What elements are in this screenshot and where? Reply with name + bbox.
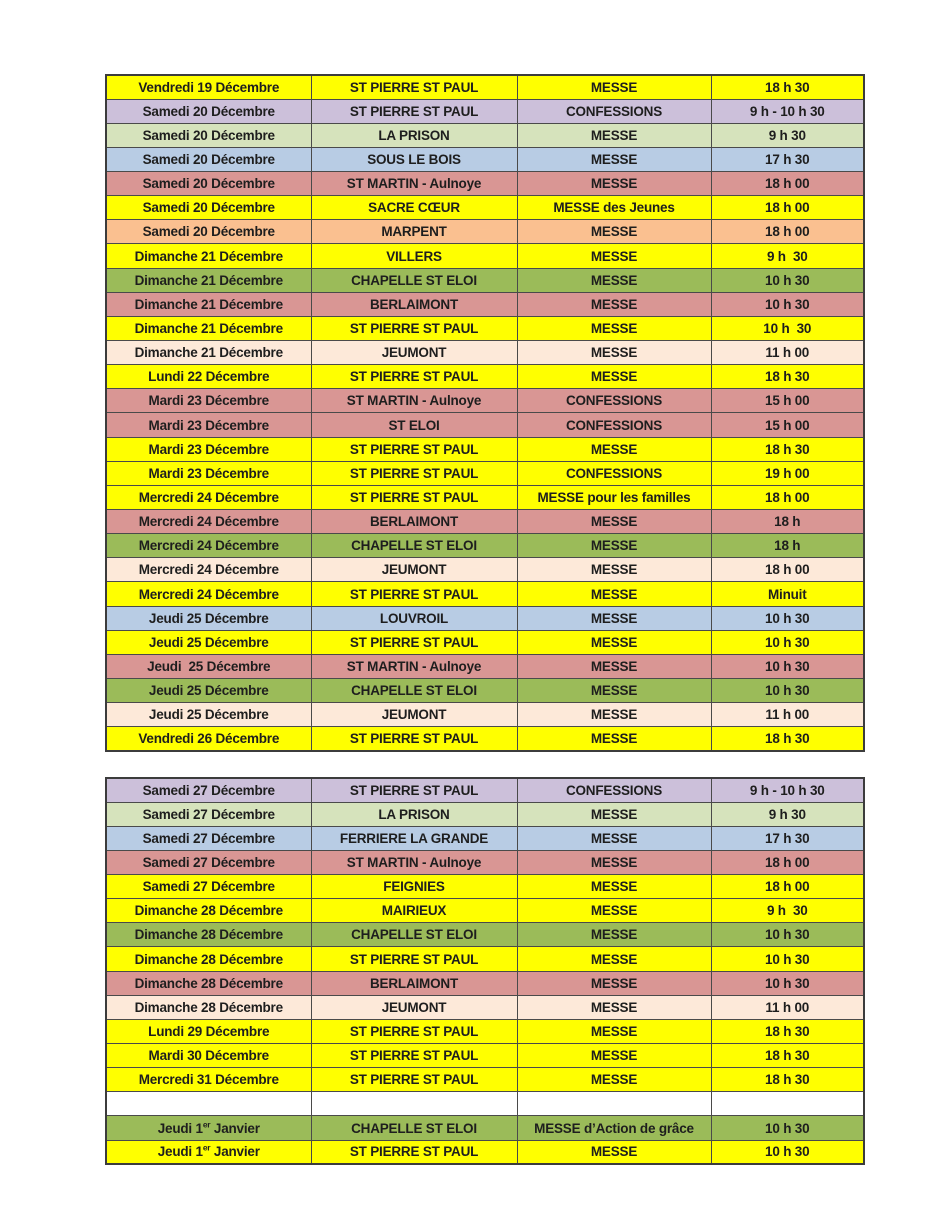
place-cell: BERLAIMONT <box>311 971 517 995</box>
time-cell: 18 h 30 <box>711 75 864 99</box>
table-row <box>106 75 864 99</box>
date-cell: Mercredi 31 Décembre <box>106 1068 311 1092</box>
date-cell: Dimanche 28 Décembre <box>106 899 311 923</box>
table-row <box>106 875 864 899</box>
table-row <box>106 679 864 703</box>
time-cell: 10 h 30 <box>711 268 864 292</box>
date-cell: Mercredi 24 Décembre <box>106 582 311 606</box>
time-cell: 18 h 30 <box>711 1044 864 1068</box>
event-cell: MESSE <box>517 875 711 899</box>
table-row <box>106 534 864 558</box>
event-cell: MESSE <box>517 292 711 316</box>
event-cell: MESSE <box>517 582 711 606</box>
event-cell: MESSE <box>517 1068 711 1092</box>
date-cell: Jeudi 25 Décembre <box>106 679 311 703</box>
time-cell: 10 h 30 <box>711 1116 864 1140</box>
place-cell <box>311 1092 517 1116</box>
schedule-table-1-body <box>106 75 864 751</box>
date-cell: Jeudi 25 Décembre <box>106 630 311 654</box>
date-cell: Samedi 20 Décembre <box>106 99 311 123</box>
date-cell: Vendredi 19 Décembre <box>106 75 311 99</box>
time-cell: 18 h 30 <box>711 365 864 389</box>
event-cell: MESSE <box>517 316 711 340</box>
event-cell: MESSE <box>517 268 711 292</box>
time-cell: 18 h 00 <box>711 875 864 899</box>
time-cell: 18 h <box>711 534 864 558</box>
date-cell: Samedi 20 Décembre <box>106 220 311 244</box>
event-cell: MESSE <box>517 123 711 147</box>
date-cell: Vendredi 26 Décembre <box>106 727 311 751</box>
place-cell: BERLAIMONT <box>311 510 517 534</box>
event-cell: MESSE <box>517 630 711 654</box>
date-cell: Mardi 23 Décembre <box>106 389 311 413</box>
place-cell: ST PIERRE ST PAUL <box>311 365 517 389</box>
event-cell: MESSE <box>517 703 711 727</box>
table-row <box>106 899 864 923</box>
table-row <box>106 778 864 802</box>
schedule-table-2-body <box>106 778 864 1164</box>
time-cell: Minuit <box>711 582 864 606</box>
table-row <box>106 947 864 971</box>
date-cell: Lundi 29 Décembre <box>106 1019 311 1043</box>
time-cell: 9 h 30 <box>711 802 864 826</box>
event-cell: MESSE <box>517 802 711 826</box>
table-row <box>106 510 864 534</box>
date-cell: Mardi 23 Décembre <box>106 461 311 485</box>
time-cell: 18 h 00 <box>711 485 864 509</box>
place-cell: LOUVROIL <box>311 606 517 630</box>
time-cell: 18 h 00 <box>711 558 864 582</box>
table-row <box>106 123 864 147</box>
event-cell: MESSE <box>517 1019 711 1043</box>
table-row <box>106 606 864 630</box>
place-cell: ST PIERRE ST PAUL <box>311 316 517 340</box>
schedule-table-2 <box>105 777 865 1165</box>
date-cell: Mercredi 24 Décembre <box>106 534 311 558</box>
date-cell: Jeudi 25 Décembre <box>106 703 311 727</box>
time-cell: 11 h 00 <box>711 341 864 365</box>
place-cell: ST MARTIN - Aulnoye <box>311 389 517 413</box>
date-cell: Lundi 22 Décembre <box>106 365 311 389</box>
event-cell: MESSE <box>517 365 711 389</box>
table-row <box>106 389 864 413</box>
place-cell: ST PIERRE ST PAUL <box>311 630 517 654</box>
event-cell: MESSE des Jeunes <box>517 196 711 220</box>
table-row <box>106 147 864 171</box>
event-cell: MESSE <box>517 147 711 171</box>
event-cell: MESSE <box>517 341 711 365</box>
time-cell: 10 h 30 <box>711 606 864 630</box>
schedule-table-1 <box>105 74 865 752</box>
table-row <box>106 1019 864 1043</box>
event-cell <box>517 1092 711 1116</box>
date-cell: Samedi 20 Décembre <box>106 147 311 171</box>
place-cell: LA PRISON <box>311 123 517 147</box>
date-cell: Dimanche 28 Décembre <box>106 923 311 947</box>
table-row <box>106 244 864 268</box>
event-cell: MESSE <box>517 679 711 703</box>
table-row <box>106 172 864 196</box>
place-cell: CHAPELLE ST ELOI <box>311 534 517 558</box>
event-cell: CONFESSIONS <box>517 778 711 802</box>
place-cell: SOUS LE BOIS <box>311 147 517 171</box>
event-cell: MESSE <box>517 1140 711 1164</box>
table-row <box>106 292 864 316</box>
event-cell: MESSE <box>517 75 711 99</box>
time-cell: 18 h 30 <box>711 437 864 461</box>
place-cell: SACRE CŒUR <box>311 196 517 220</box>
table-row <box>106 220 864 244</box>
event-cell: MESSE <box>517 971 711 995</box>
event-cell: MESSE <box>517 899 711 923</box>
table-row <box>106 1092 864 1116</box>
place-cell: ST PIERRE ST PAUL <box>311 75 517 99</box>
event-cell: MESSE <box>517 826 711 850</box>
table-row <box>106 1140 864 1164</box>
table-row <box>106 365 864 389</box>
event-cell: MESSE <box>517 606 711 630</box>
time-cell: 11 h 00 <box>711 703 864 727</box>
event-cell: CONFESSIONS <box>517 99 711 123</box>
event-cell: MESSE <box>517 437 711 461</box>
event-cell: MESSE <box>517 510 711 534</box>
table-row <box>106 1116 864 1140</box>
place-cell: JEUMONT <box>311 558 517 582</box>
place-cell: CHAPELLE ST ELOI <box>311 268 517 292</box>
date-cell: Mercredi 24 Décembre <box>106 510 311 534</box>
table-row <box>106 485 864 509</box>
date-cell: Samedi 20 Décembre <box>106 196 311 220</box>
date-cell: Dimanche 28 Décembre <box>106 995 311 1019</box>
place-cell: ST PIERRE ST PAUL <box>311 1044 517 1068</box>
event-cell: MESSE <box>517 923 711 947</box>
table-row <box>106 1068 864 1092</box>
place-cell: ST PIERRE ST PAUL <box>311 485 517 509</box>
place-cell: ST PIERRE ST PAUL <box>311 461 517 485</box>
table-row <box>106 582 864 606</box>
time-cell: 18 h 30 <box>711 727 864 751</box>
table-row <box>106 727 864 751</box>
place-cell: BERLAIMONT <box>311 292 517 316</box>
event-cell: MESSE <box>517 1044 711 1068</box>
time-cell: 19 h 00 <box>711 461 864 485</box>
table-row <box>106 826 864 850</box>
place-cell: ST PIERRE ST PAUL <box>311 778 517 802</box>
date-cell: Jeudi 25 Décembre <box>106 606 311 630</box>
place-cell: MAIRIEUX <box>311 899 517 923</box>
table-row <box>106 703 864 727</box>
place-cell: ST MARTIN - Aulnoye <box>311 172 517 196</box>
date-cell: Mercredi 24 Décembre <box>106 485 311 509</box>
time-cell: 15 h 00 <box>711 389 864 413</box>
time-cell: 17 h 30 <box>711 826 864 850</box>
date-cell: Jeudi 1er Janvier <box>106 1140 311 1164</box>
time-cell: 18 h 30 <box>711 1068 864 1092</box>
time-cell: 10 h 30 <box>711 1140 864 1164</box>
table-row <box>106 850 864 874</box>
date-cell: Samedi 20 Décembre <box>106 172 311 196</box>
date-cell: Samedi 27 Décembre <box>106 826 311 850</box>
place-cell: ST PIERRE ST PAUL <box>311 1140 517 1164</box>
date-cell: Dimanche 21 Décembre <box>106 268 311 292</box>
place-cell: ST PIERRE ST PAUL <box>311 727 517 751</box>
table-row <box>106 923 864 947</box>
time-cell: 18 h 30 <box>711 1019 864 1043</box>
time-cell: 17 h 30 <box>711 147 864 171</box>
place-cell: ST ELOI <box>311 413 517 437</box>
date-cell: Dimanche 28 Décembre <box>106 947 311 971</box>
time-cell: 10 h 30 <box>711 679 864 703</box>
event-cell: MESSE <box>517 534 711 558</box>
place-cell: MARPENT <box>311 220 517 244</box>
time-cell: 10 h 30 <box>711 947 864 971</box>
event-cell: MESSE <box>517 654 711 678</box>
date-cell: Mardi 30 Décembre <box>106 1044 311 1068</box>
event-cell: MESSE <box>517 244 711 268</box>
place-cell: CHAPELLE ST ELOI <box>311 679 517 703</box>
table-row <box>106 995 864 1019</box>
place-cell: FEIGNIES <box>311 875 517 899</box>
table-row <box>106 437 864 461</box>
time-cell: 10 h 30 <box>711 923 864 947</box>
place-cell: ST PIERRE ST PAUL <box>311 1068 517 1092</box>
date-cell: Samedi 27 Décembre <box>106 778 311 802</box>
table-row <box>106 413 864 437</box>
time-cell: 9 h - 10 h 30 <box>711 99 864 123</box>
date-cell: Dimanche 21 Décembre <box>106 292 311 316</box>
place-cell: JEUMONT <box>311 995 517 1019</box>
table-row <box>106 971 864 995</box>
time-cell: 18 h 00 <box>711 172 864 196</box>
time-cell: 18 h 00 <box>711 220 864 244</box>
event-cell: MESSE <box>517 850 711 874</box>
time-cell: 18 h <box>711 510 864 534</box>
place-cell: ST PIERRE ST PAUL <box>311 947 517 971</box>
event-cell: MESSE <box>517 995 711 1019</box>
place-cell: VILLERS <box>311 244 517 268</box>
table-row <box>106 802 864 826</box>
date-cell: Dimanche 21 Décembre <box>106 316 311 340</box>
table-row <box>106 1044 864 1068</box>
event-cell: CONFESSIONS <box>517 413 711 437</box>
time-cell: 15 h 00 <box>711 413 864 437</box>
time-cell: 10 h 30 <box>711 630 864 654</box>
time-cell: 9 h 30 <box>711 244 864 268</box>
date-cell: Dimanche 21 Décembre <box>106 244 311 268</box>
date-cell: Mardi 23 Décembre <box>106 413 311 437</box>
event-cell: MESSE <box>517 558 711 582</box>
event-cell: MESSE <box>517 947 711 971</box>
place-cell: ST MARTIN - Aulnoye <box>311 850 517 874</box>
date-cell: Samedi 27 Décembre <box>106 875 311 899</box>
time-cell: 9 h 30 <box>711 123 864 147</box>
place-cell: ST MARTIN - Aulnoye <box>311 654 517 678</box>
place-cell: ST PIERRE ST PAUL <box>311 582 517 606</box>
time-cell: 10 h 30 <box>711 971 864 995</box>
place-cell: CHAPELLE ST ELOI <box>311 923 517 947</box>
event-cell: MESSE pour les familles <box>517 485 711 509</box>
place-cell: ST PIERRE ST PAUL <box>311 1019 517 1043</box>
place-cell: ST PIERRE ST PAUL <box>311 99 517 123</box>
place-cell: CHAPELLE ST ELOI <box>311 1116 517 1140</box>
table-row <box>106 316 864 340</box>
place-cell: JEUMONT <box>311 703 517 727</box>
table-row <box>106 630 864 654</box>
date-cell <box>106 1092 311 1116</box>
table-row <box>106 341 864 365</box>
date-cell: Mardi 23 Décembre <box>106 437 311 461</box>
time-cell: 9 h - 10 h 30 <box>711 778 864 802</box>
event-cell: CONFESSIONS <box>517 389 711 413</box>
place-cell: FERRIERE LA GRANDE <box>311 826 517 850</box>
time-cell: 9 h 30 <box>711 899 864 923</box>
table-row <box>106 268 864 292</box>
table-row <box>106 196 864 220</box>
date-cell: Samedi 27 Décembre <box>106 850 311 874</box>
time-cell: 18 h 00 <box>711 196 864 220</box>
event-cell: MESSE d’Action de grâce <box>517 1116 711 1140</box>
date-cell: Samedi 20 Décembre <box>106 123 311 147</box>
place-cell: LA PRISON <box>311 802 517 826</box>
table-row <box>106 654 864 678</box>
event-cell: MESSE <box>517 220 711 244</box>
event-cell: MESSE <box>517 172 711 196</box>
place-cell: JEUMONT <box>311 341 517 365</box>
date-cell: Mercredi 24 Décembre <box>106 558 311 582</box>
time-cell: 10 h 30 <box>711 654 864 678</box>
date-cell: Dimanche 28 Décembre <box>106 971 311 995</box>
table-row <box>106 99 864 123</box>
time-cell: 11 h 00 <box>711 995 864 1019</box>
date-cell: Jeudi 25 Décembre <box>106 654 311 678</box>
date-cell: Dimanche 21 Décembre <box>106 341 311 365</box>
table-row <box>106 558 864 582</box>
time-cell <box>711 1092 864 1116</box>
date-cell: Samedi 27 Décembre <box>106 802 311 826</box>
time-cell: 18 h 00 <box>711 850 864 874</box>
date-cell: Jeudi 1er Janvier <box>106 1116 311 1140</box>
event-cell: MESSE <box>517 727 711 751</box>
table-row <box>106 461 864 485</box>
event-cell: CONFESSIONS <box>517 461 711 485</box>
place-cell: ST PIERRE ST PAUL <box>311 437 517 461</box>
time-cell: 10 h 30 <box>711 316 864 340</box>
time-cell: 10 h 30 <box>711 292 864 316</box>
